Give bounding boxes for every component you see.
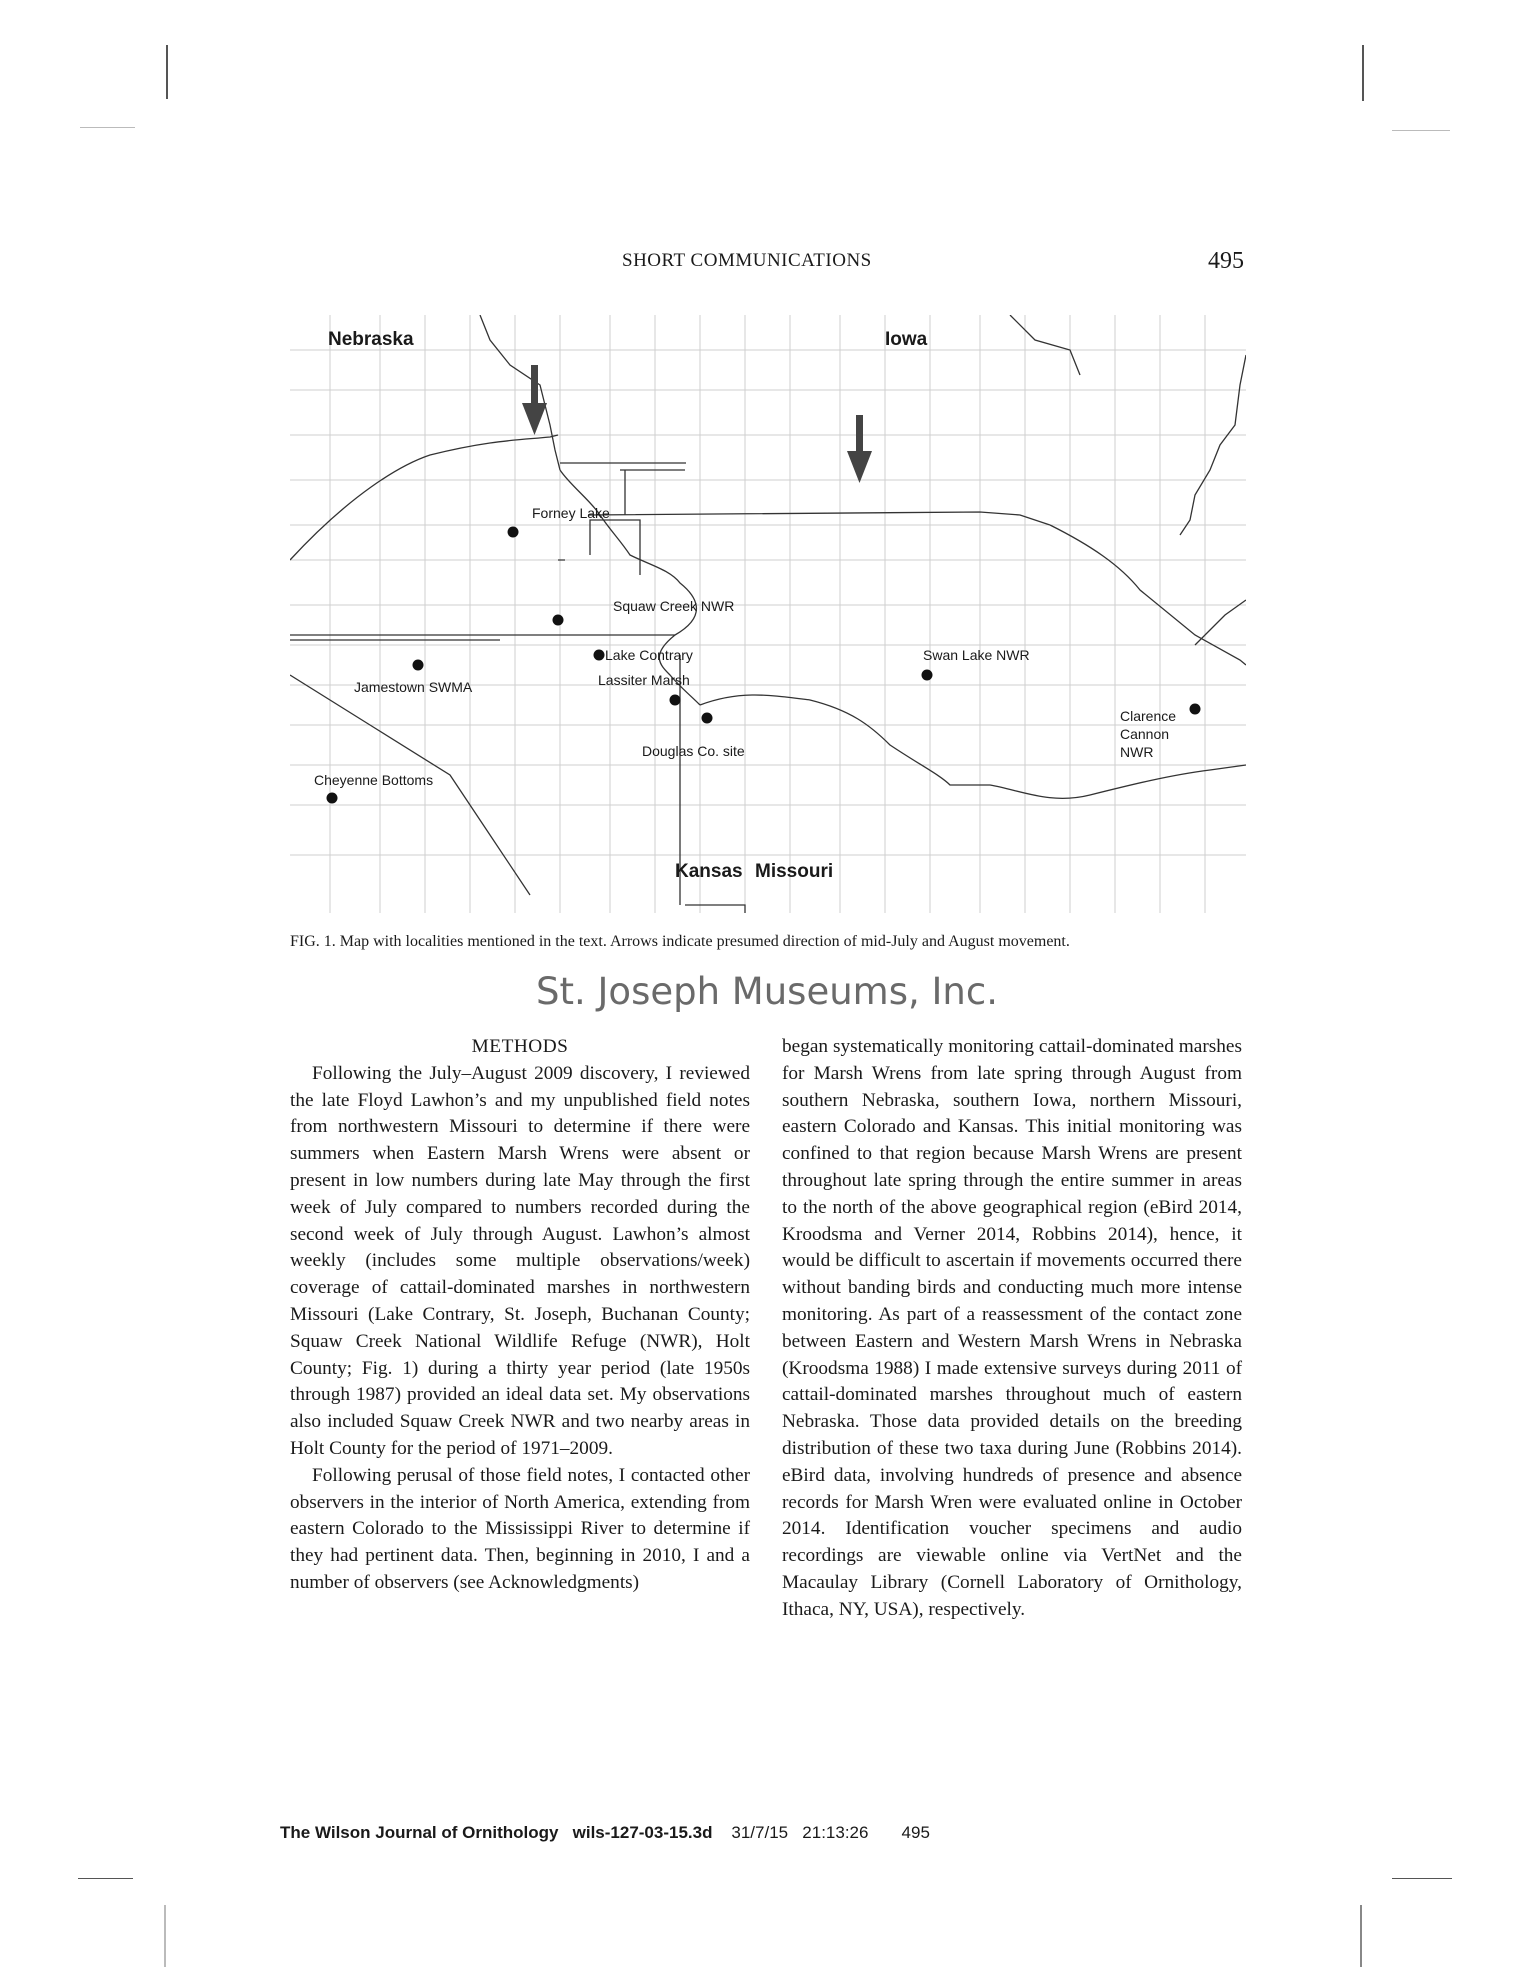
section-heading: METHODS	[471, 1036, 569, 1057]
map-locality-label: Douglas Co. site	[642, 743, 745, 759]
map-locality-label: Lassiter Marsh	[598, 672, 690, 688]
paragraph: began systematically monitoring cattail-dominated marshes for Marsh Wrens from late spring through August from southern Nebraska, southern Iowa, northern Missouri, eastern Colorado and Kansas. This initial monitoring was confined to that region because Marsh Wrens are present throughout late spring through the entire summer in areas to the north of the above geographical region (eBird 2014, Kroodsma and Verner 2014, Robbins 2014), hence, it would be difficult to ascertain if movements occurred there without banding birds and conducting much more intense monitoring. As part of a reassessment of the contact zone between Eastern and Western Marsh Wrens in Nebraska (Kroodsma 1988) I made extensive surveys during 2011 of cattail-dominated marshes throughout much of eastern Nebraska. Those data provided details on the breeding distribution of these two taxa during June (Robbins 2014). eBird data, involving hundreds of presence and absence records for Marsh Wren were evaluated online in October 2014. Identification voucher specimens and audio recordings are viewable online via VertNet and the Macaulay Library (Cornell Laboratory of Ornithology, Ithaca, NY, USA), respectively.	[782, 1036, 1242, 1620]
crop-mark	[1360, 1905, 1362, 1967]
crop-mark	[164, 1905, 166, 1967]
footer-page: 495	[901, 1823, 930, 1842]
map-locality-label: NWR	[1120, 744, 1154, 760]
locality-markers	[327, 527, 1201, 804]
running-head: SHORT COMMUNICATIONS	[622, 250, 872, 271]
right-column	[782, 1034, 1242, 1624]
figure-caption: FIG. 1. Map with localities mentioned in the text. Arrows indicate presumed direction of mid-July and August movement.	[290, 933, 1070, 950]
map-locality-label: Cannon	[1120, 726, 1170, 742]
footer-date: 31/7/15	[731, 1823, 789, 1842]
map-locality-label: Clarence	[1120, 708, 1177, 724]
crop-mark	[1392, 130, 1450, 131]
crop-mark	[1392, 1878, 1452, 1879]
page-number: 495	[1208, 248, 1244, 274]
footer-file: wils-127-03-15.3d	[572, 1823, 713, 1842]
page-footer	[280, 1823, 930, 1843]
map-state-label: Kansas	[675, 861, 743, 882]
paragraph: Following the July–August 2009 discovery, I reviewed the late Floyd Lawhon’s and my unpublished field notes from northwestern Missouri to determine if there were summers when Eastern Marsh Wrens were absent or present in low numbers during late May through the first week of July compared to numbers recorded during the second week of July through August. Lawhon’s almost weekly (includes some multiple observations/week) coverage of cattail-dominated marshes in northwestern Missouri (Lake Contrary, St. Joseph, Buchanan County; Squaw Creek National Wildlife Refuge (NWR), Holt County; Fig. 1) during a thirty year period (late 1950s through 1987) provided an ideal data set. My observations also included Squaw Creek NWR and two nearby areas in Holt County for the period of 1971–2009.	[290, 1062, 750, 1459]
map-locality-label: Lake Contrary	[605, 647, 693, 663]
crop-mark	[166, 45, 168, 99]
map-locality-label: Forney Lake	[532, 505, 610, 521]
county-grid	[290, 315, 1246, 913]
crop-mark	[1362, 45, 1364, 101]
paragraph: Following perusal of those field notes, I contacted other observers in the interior of North America, extending from eastern Colorado to the Mississippi River to determine if they had pertinent data. Then, beginning in 2010, I and a number of observers (see Acknowledgments)	[290, 1464, 750, 1593]
watermark: St. Joseph Museums, Inc.	[536, 970, 998, 1013]
crop-mark	[80, 127, 135, 128]
map-locality-label: Jamestown SWMA	[354, 679, 473, 695]
map-locality-label: Swan Lake NWR	[923, 647, 1030, 663]
map-state-label: Iowa	[885, 329, 928, 350]
map-locality-label: Squaw Creek NWR	[613, 598, 735, 614]
map-state-label: Nebraska	[328, 329, 414, 350]
left-column	[290, 1034, 750, 1597]
map-boundaries	[290, 315, 1246, 913]
footer-time: 21:13:26	[802, 1823, 869, 1842]
map-state-label: Missouri	[755, 861, 834, 882]
figure-map	[290, 315, 1246, 913]
map-locality-label: Cheyenne Bottoms	[314, 772, 434, 788]
footer-journal: The Wilson Journal of Ornithology	[280, 1823, 559, 1842]
down-arrow-icon	[522, 365, 872, 483]
crop-mark	[78, 1878, 133, 1879]
